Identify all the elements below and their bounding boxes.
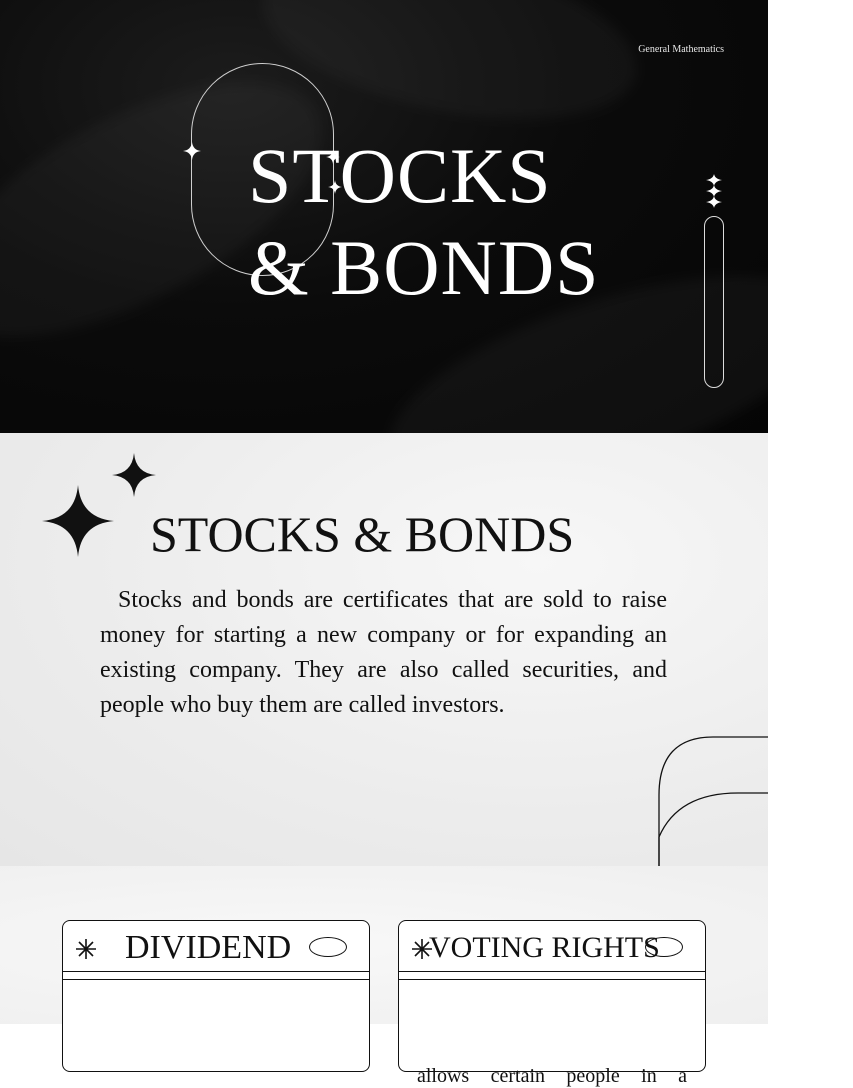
card-title: VOTING RIGHTS — [429, 931, 660, 964]
sparkle-icon — [42, 485, 114, 557]
sparkle-icon — [183, 142, 201, 160]
course-subject: General Mathematics — [638, 44, 724, 55]
intro-paragraph: Stocks and bonds are certificates that are sold to raise money for starting a new company or for expanding an existing company. They are also called securities, and people who buy them are called investors. — [100, 587, 667, 718]
cover-title-line2: & BONDS — [248, 224, 600, 311]
oval-icon — [309, 937, 347, 957]
terms-slide — [0, 866, 768, 1087]
cover-slide — [0, 0, 768, 433]
card-divider — [63, 979, 369, 980]
card-voting-rights — [398, 920, 706, 1087]
card-dividend — [62, 920, 370, 1072]
arch-outline-decoration — [658, 735, 768, 866]
section-title: STOCKS & BONDS — [150, 506, 575, 562]
card-body-text: allows certain people in a — [417, 1065, 687, 1087]
cover-title — [248, 130, 600, 314]
sparkle-stack-icon — [704, 174, 724, 210]
sparkle-icon — [112, 453, 156, 497]
cover-title-line1: STOCKS — [248, 132, 552, 219]
card-divider — [399, 979, 705, 980]
oval-icon — [645, 937, 683, 957]
star-burst-icon — [75, 938, 97, 960]
intro-slide — [0, 433, 768, 866]
card-title: DIVIDEND — [125, 929, 292, 966]
rounded-bar-decoration — [704, 216, 724, 388]
